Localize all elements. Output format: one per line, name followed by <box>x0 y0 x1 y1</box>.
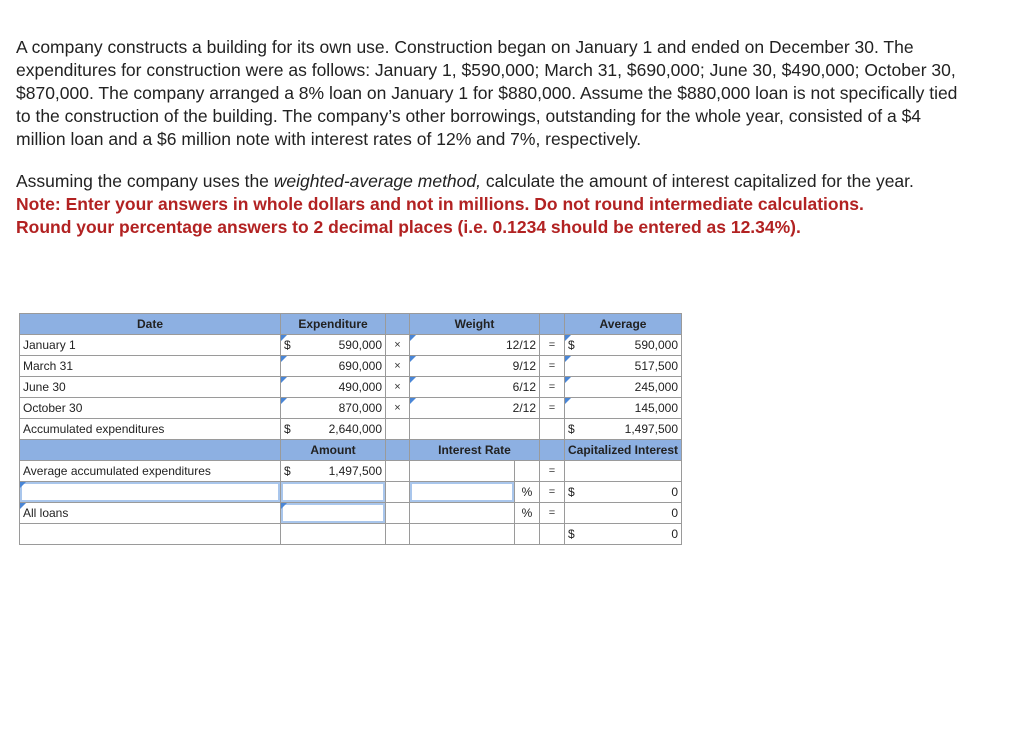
equals-sign: = <box>540 482 565 503</box>
total-row <box>20 524 682 545</box>
equals-sign: = <box>540 377 565 398</box>
header-capitalized-interest: Capitalized Interest <box>565 440 682 461</box>
equals-sign: = <box>540 398 565 419</box>
times-sign: × <box>386 335 410 356</box>
average-cell[interactable]: 245,000 <box>565 377 682 398</box>
percent-sign: % <box>515 503 540 524</box>
header-amount: Amount <box>281 440 386 461</box>
times-sign: × <box>386 398 410 419</box>
accumulated-label: Accumulated expenditures <box>20 419 281 440</box>
date-cell: January 1 <box>20 335 281 356</box>
equals-sign: = <box>540 503 565 524</box>
amount-input[interactable] <box>281 482 386 503</box>
avg-accumulated-row <box>20 461 682 482</box>
weight-cell[interactable]: 2/12 <box>410 398 540 419</box>
date-cell: October 30 <box>20 398 281 419</box>
date-cell: June 30 <box>20 377 281 398</box>
all-loans-capitalized: 0 <box>565 503 682 524</box>
header-date: Date <box>20 314 281 335</box>
accumulated-expenditure: $ 2,640,000 <box>281 419 386 440</box>
problem-paragraph: A company constructs a building for its own use. Construction began on January 1 and ended on December 30. The expenditures for construction were as follows: January 1, $590,000; March 31, $690,000; June 30, $490,000; October 30, $870,000. The company arranged a 8% loan on January 1 for $880,000. Assume the $880,000 loan is not specifically tied to the construction of the building. The company’s other borrowings, outstanding for the whole year, consisted of a $4 million loan and a $6 million note with interest rates of 12% and 7%, respectively. <box>16 37 958 149</box>
interest-rate-input[interactable] <box>410 482 515 503</box>
blank-input-row <box>20 482 682 503</box>
average-cell[interactable]: 145,000 <box>565 398 682 419</box>
percent-sign: % <box>515 482 540 503</box>
problem-text <box>16 36 966 239</box>
all-loans-amount-input[interactable] <box>281 503 386 524</box>
note-line-1: Note: Enter your answers in whole dollars and not in millions. Do not round intermediate calculations. <box>16 194 864 214</box>
header-row-2 <box>20 440 682 461</box>
header-expenditure: Expenditure <box>281 314 386 335</box>
weight-cell[interactable]: 12/12 <box>410 335 540 356</box>
avg-accumulated-label: Average accumulated expenditures <box>20 461 281 482</box>
table-row <box>20 335 682 356</box>
header-row <box>20 314 682 335</box>
question-text-end: calculate the amount of interest capitalized for the year. <box>481 171 914 191</box>
note-line-2: Round your percentage answers to 2 decimal places (i.e. 0.1234 should be entered as 12.34%). <box>16 217 801 237</box>
table-row <box>20 356 682 377</box>
equals-sign: = <box>540 356 565 377</box>
weight-cell[interactable]: 6/12 <box>410 377 540 398</box>
weight-cell[interactable]: 9/12 <box>410 356 540 377</box>
weighted-average-table <box>19 313 682 545</box>
expenditure-cell[interactable]: $ 590,000 <box>281 335 386 356</box>
total-capitalized-interest: $ 0 <box>565 524 682 545</box>
header-interest-rate: Interest Rate <box>410 440 540 461</box>
times-sign: × <box>386 377 410 398</box>
question-paragraph <box>16 170 966 193</box>
table-row <box>20 377 682 398</box>
dollar-sign: $ <box>284 338 291 352</box>
method-emphasis: weighted-average method, <box>273 171 481 191</box>
times-sign: × <box>386 356 410 377</box>
equals-sign: = <box>540 335 565 356</box>
equals-sign: = <box>540 461 565 482</box>
accumulated-row <box>20 419 682 440</box>
avg-accumulated-amount: $ 1,497,500 <box>281 461 386 482</box>
header-average: Average <box>565 314 682 335</box>
date-cell: March 31 <box>20 356 281 377</box>
expenditure-cell[interactable]: 690,000 <box>281 356 386 377</box>
expenditure-cell[interactable]: 870,000 <box>281 398 386 419</box>
label-input[interactable] <box>20 482 281 503</box>
all-loans-row <box>20 503 682 524</box>
accumulated-average: $ 1,497,500 <box>565 419 682 440</box>
expenditure-cell[interactable]: 490,000 <box>281 377 386 398</box>
header-weight: Weight <box>410 314 540 335</box>
average-cell[interactable]: 517,500 <box>565 356 682 377</box>
average-cell[interactable]: $ 590,000 <box>565 335 682 356</box>
all-loans-label: All loans <box>20 503 281 524</box>
table-row <box>20 398 682 419</box>
capitalized-interest-cell: $ 0 <box>565 482 682 503</box>
question-text-start: Assuming the company uses the <box>16 171 274 191</box>
